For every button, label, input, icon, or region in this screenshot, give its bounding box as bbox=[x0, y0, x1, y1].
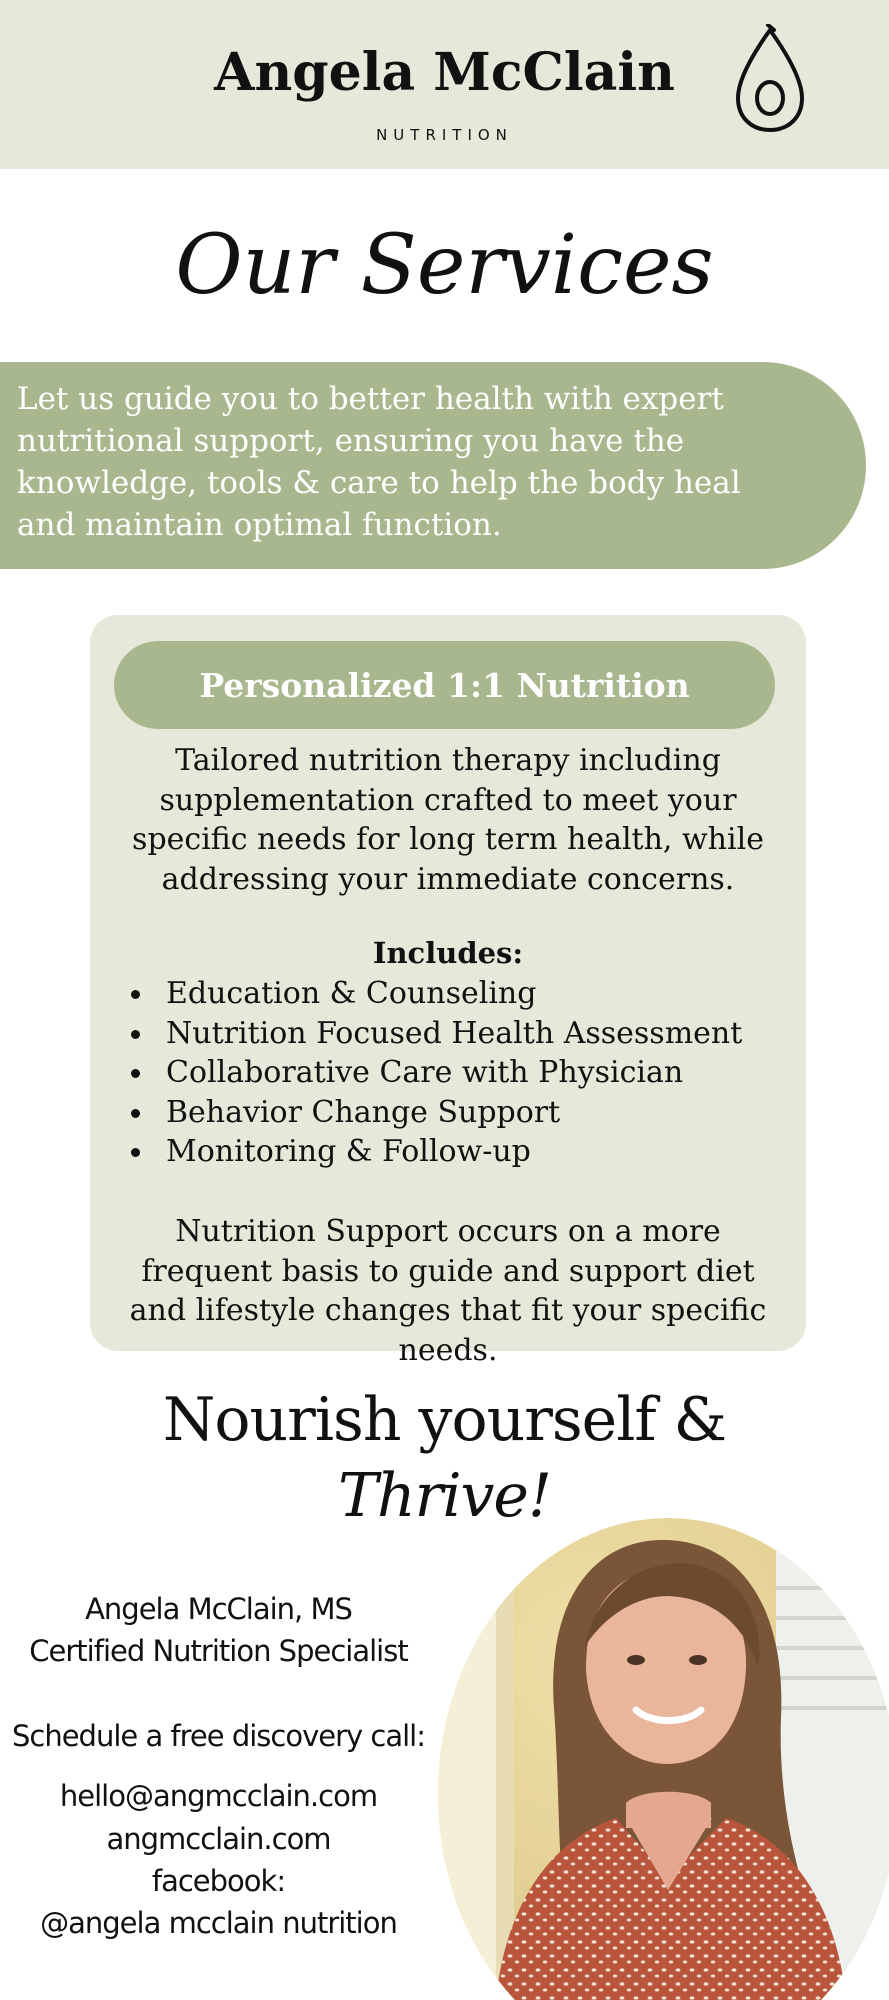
support-note: Nutrition Support occurs on a more frequent basis to guide and support diet and lifestyle changes that fit your specific needs. bbox=[129, 1214, 767, 1368]
avocado-icon bbox=[730, 24, 810, 136]
service-description: Tailored nutrition therapy including supplementation crafted to meet your specific needs for long term health, while addressing your immediate concerns. bbox=[132, 743, 764, 897]
includes-item: Nutrition Focused Health Assessment bbox=[166, 1014, 742, 1054]
contact-facebook-handle[interactable]: @angela mcclain nutrition bbox=[40, 1906, 397, 1940]
contact-cta: Schedule a free discovery call: bbox=[11, 1719, 426, 1753]
brand-name: Angela McClain bbox=[214, 42, 675, 103]
intro-banner bbox=[0, 362, 866, 569]
tagline-line2: Thrive! bbox=[337, 1461, 552, 1531]
header bbox=[0, 0, 889, 169]
includes-heading: Includes: bbox=[372, 936, 524, 970]
contact-email[interactable]: hello@angmcclain.com bbox=[59, 1779, 378, 1813]
contact-credential: Certified Nutrition Specialist bbox=[29, 1634, 408, 1668]
portrait-photo bbox=[436, 1518, 889, 2000]
contact-name: Angela McClain, MS bbox=[85, 1592, 352, 1626]
page-title: Our Services bbox=[175, 218, 714, 313]
includes-item: Behavior Change Support bbox=[166, 1093, 742, 1133]
contact-website[interactable]: angmcclain.com bbox=[106, 1822, 331, 1856]
tagline-line1: Nourish yourself & bbox=[162, 1385, 727, 1455]
tagline bbox=[0, 1382, 889, 1534]
brand-subtitle: NUTRITION bbox=[376, 126, 513, 144]
contact-facebook-label: facebook: bbox=[151, 1864, 286, 1898]
service-title: Personalized 1:1 Nutrition bbox=[114, 641, 775, 729]
includes-item: Monitoring & Follow-up bbox=[166, 1132, 742, 1172]
intro-text: Let us guide you to better health with expert nutritional support, ensuring you have the knowledge, tools & care to help the body heal and maintain optimal function. bbox=[17, 381, 741, 543]
includes-list bbox=[166, 974, 742, 1172]
includes-item: Education & Counseling bbox=[166, 974, 742, 1014]
service-card bbox=[90, 615, 806, 1368]
includes-item: Collaborative Care with Physician bbox=[166, 1053, 742, 1093]
